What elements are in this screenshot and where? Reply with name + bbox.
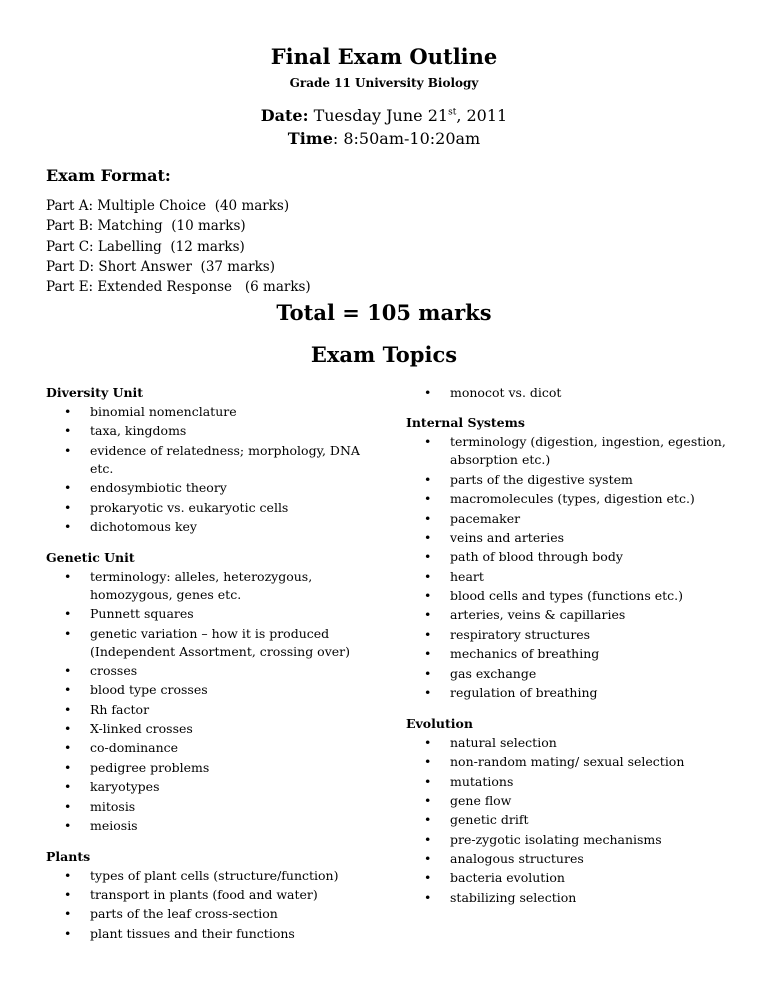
list-item: • monocot vs. dicot bbox=[406, 383, 726, 402]
list-item: • stabilizing selection bbox=[406, 888, 726, 907]
list-item: • mechanics of breathing bbox=[406, 645, 726, 664]
list-item: • heart bbox=[406, 567, 726, 586]
list-item: • natural selection bbox=[406, 733, 726, 752]
date-year: , 2011 bbox=[456, 106, 508, 125]
list-item: • prokaryotic vs. eukaryotic cells bbox=[46, 498, 366, 517]
list-item: • co-dominance bbox=[46, 739, 366, 758]
list-item: • parts of the digestive system bbox=[406, 470, 726, 489]
list-item: • terminology (digestion, ingestion, egestion, absorption etc.) bbox=[406, 433, 726, 470]
topics-right-column bbox=[406, 383, 726, 907]
list-item: • veins and arteries bbox=[406, 528, 726, 547]
list-item: • pacemaker bbox=[406, 509, 726, 528]
list-item: • terminology: alleles, heterozygous, homozygous, genes etc. bbox=[46, 567, 366, 604]
list-item: • macromolecules (types, digestion etc.) bbox=[406, 490, 726, 509]
unit-title-evolution: Evolution bbox=[406, 715, 473, 731]
list-item: • taxa, kingdoms bbox=[46, 422, 366, 441]
unit-title-genetic: Genetic Unit bbox=[46, 549, 135, 565]
list-item: • gas exchange bbox=[406, 664, 726, 683]
list-item: • binomial nomenclature bbox=[46, 402, 366, 421]
diversity-topic-list bbox=[46, 402, 366, 536]
list-item: • non-random mating/ sexual selection bbox=[406, 752, 726, 771]
genetic-topic-list bbox=[46, 567, 366, 836]
list-item: • Rh factor bbox=[46, 700, 366, 719]
unit-title-diversity: Diversity Unit bbox=[46, 385, 144, 400]
list-item: • transport in plants (food and water) bbox=[46, 885, 366, 904]
date-value: Tuesday June 21 bbox=[313, 106, 449, 125]
internal-topic-list bbox=[406, 433, 726, 703]
list-item: • dichotomous key bbox=[46, 517, 366, 536]
list-item: • analogous structures bbox=[406, 849, 726, 868]
topics-left-column bbox=[46, 383, 366, 943]
format-part: Part D: Short Answer (37 marks) bbox=[46, 258, 275, 275]
exam-topics-title: Exam Topics bbox=[310, 342, 458, 367]
exam-date bbox=[0, 106, 768, 125]
list-item: • crosses bbox=[46, 661, 366, 680]
list-item: • mutations bbox=[406, 772, 726, 791]
list-item: • regulation of breathing bbox=[406, 683, 726, 702]
list-item: • respiratory structures bbox=[406, 625, 726, 644]
date-label: Date: bbox=[260, 106, 309, 125]
page-title: Final Exam Outline bbox=[270, 44, 498, 69]
evolution-topic-list bbox=[406, 733, 726, 907]
list-item: • karyotypes bbox=[46, 777, 366, 796]
total-marks: Total = 105 marks bbox=[276, 300, 492, 325]
plants-topic-list-continued bbox=[406, 383, 726, 402]
list-item: • blood cells and types (functions etc.) bbox=[406, 586, 726, 605]
unit-title-plants: Plants bbox=[46, 848, 91, 864]
list-item: • bacteria evolution bbox=[406, 869, 726, 888]
list-item: • meiosis bbox=[46, 816, 366, 835]
list-item: • evidence of relatedness; morphology, DNA etc. bbox=[46, 441, 366, 478]
format-part: Part E: Extended Response (6 marks) bbox=[46, 279, 311, 296]
list-item: • parts of the leaf cross-section bbox=[46, 905, 366, 924]
list-item: • Punnett squares bbox=[46, 604, 366, 623]
exam-format-list bbox=[46, 196, 311, 297]
list-item: • genetic drift bbox=[406, 811, 726, 830]
page-subtitle: Grade 11 University Biology bbox=[289, 76, 479, 90]
list-item: • pre-zygotic isolating mechanisms bbox=[406, 830, 726, 849]
date-suffix: st bbox=[448, 107, 457, 118]
time-value: : 8:50am-10:20am bbox=[332, 129, 481, 148]
list-item: • types of plant cells (structure/function) bbox=[46, 866, 366, 885]
list-item: • plant tissues and their functions bbox=[46, 924, 366, 943]
time-label: Time bbox=[287, 129, 333, 148]
format-part: Part C: Labelling (12 marks) bbox=[46, 238, 245, 255]
exam-format-heading: Exam Format: bbox=[46, 166, 171, 185]
list-item: • genetic variation – how it is produced (Independent Assortment, crossing over) bbox=[46, 624, 366, 661]
list-item: • gene flow bbox=[406, 791, 726, 810]
format-part: Part A: Multiple Choice (40 marks) bbox=[46, 198, 290, 214]
list-item: • path of blood through body bbox=[406, 548, 726, 567]
list-item: • X-linked crosses bbox=[46, 719, 366, 738]
unit-title-internal-systems: Internal Systems bbox=[406, 415, 525, 431]
list-item: • endosymbiotic theory bbox=[46, 479, 366, 498]
list-item: • pedigree problems bbox=[46, 758, 366, 777]
list-item: • blood type crosses bbox=[46, 681, 366, 700]
list-item: • mitosis bbox=[46, 797, 366, 816]
plants-topic-list bbox=[46, 866, 366, 944]
format-part: Part B: Matching (10 marks) bbox=[46, 218, 246, 235]
exam-time bbox=[0, 129, 768, 148]
list-item: • arteries, veins & capillaries bbox=[406, 606, 726, 625]
